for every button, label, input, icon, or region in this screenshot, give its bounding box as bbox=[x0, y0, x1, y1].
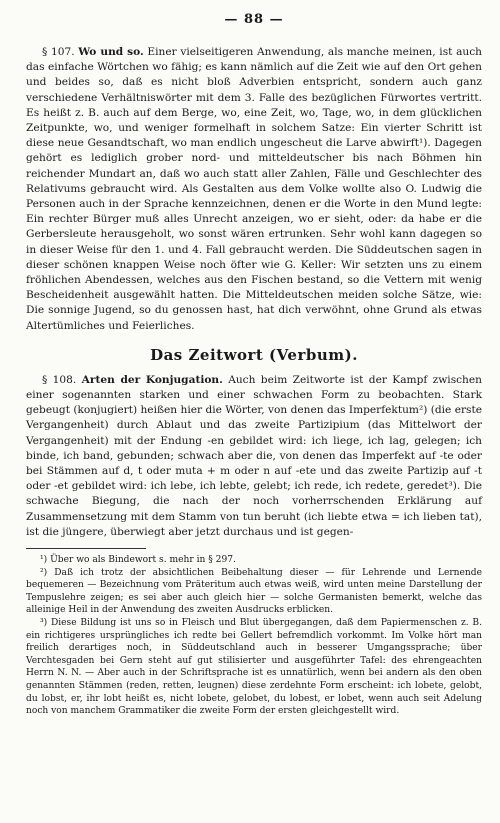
section-number-108: § 108. bbox=[42, 373, 77, 386]
footnote-3: ³) Diese Bildung ist uns so in Fleisch und Blut übergegangen, daß dem Papiermenschen z. B. ein richtigeres ursprüngliches ich redte bei Gellert befremdlich vorkommt. Im Volke hört man freilich derartiges noch, in Süddeutschland auch in besserer Umgangssprache; über Verchtesgaden bei Gern steht auf gut stilisierter und ausgeführter Tafel: des ehrengeachten Herrn N. N. — Aber auch in der Schriftsprache ist es unnatürlich, wenn bei andern als den oben genannten Stämmen (reden, retten, leugnen) diese zerdehnte Form erscheint: ich lobete, gelobt, du lobst, er, ihr lobt heißt es, nicht lobete, gelobet, du lobest, er lobet, wenn auch seit Adelung noch von manchem Grammatiker die zweite Form der ersten gleichgestellt wird. bbox=[26, 618, 482, 717]
footnote-divider bbox=[26, 548, 146, 549]
footnote-2: ²) Daß ich trotz der absichtlichen Beibehaltung dieser — für Lehrende und Lernende bequemeren — Bezeichnung vom Präteritum auch etwas weiß, wird unten meine Darstellung der Tempuslehre zeigen; es sei aber auch gleich hier — solche Germanisten bemerkt, welche das alleinige Heil in der Anwendung des zweiten Ausdrucks erblicken. bbox=[26, 567, 482, 616]
section-title-108: Arten der Konjugation. bbox=[81, 373, 223, 386]
paragraph-107-text: Einer vielseitigeren Anwendung, als manche meinen, ist auch das einfache Wörtchen wo fähig; es kann nämlich auf die Zeit wie auf den Ort gehen und beides so, daß es nicht bloß Adverbien entspricht, sondern auch ganz verschiedene Verhältniswörter mit dem 3. Falle des bezüglichen Fürwortes vertritt. Es heißt z. B. auch auf dem Berge, wo, eine Zeit, wo, Tage, wo, in dem glücklichen Zeitpunkte, wo, und weniger formelhaft in solchem Satze: Ein vierter Schritt ist diese neue Gesandtschaft, wo man endlich ungescheut die Larve abwirft¹). Dagegen gehört es lediglich grober nord- und mitteldeutscher bis nach Böhmen hin reichender Mundart an, daß wo auch statt aller Zahlen, Fälle und Geschlechter des Relativums gebraucht wird. Als Gestalten aus dem Volke wollte also O. Ludwig die Personen auch in der Sprache kennzeichnen, denen er die Worte in den Mund legte: Ein rechter Bürger muß alles Unrecht anzeigen, wo er sieht, oder: da habe er die Gerbersleute herausgeholt, wo sonst wären ertrunken. Sehr wohl kann dagegen so in dieser Weise für den 1. und 4. Fall gebraucht werden. Die Süddeutschen sagen in dieser schönen knappen Weise noch öfter wie G. Keller: Wir setzten uns zu einem fröhlichen Abendessen, welches aus den Fischen bestand, so die Vettern mit wenig Bescheidenheit ausgewählt hatten. Die Mitteldeutschen meiden solche Sätze, wie: Die sonnige Jugend, so du genossen hast, hat dich verwöhnt, ohne Grund als etwas Altertümliches und Feierliches. bbox=[26, 46, 482, 332]
paragraph-108 bbox=[26, 373, 482, 540]
section-title-107: Wo und so. bbox=[78, 46, 144, 58]
book-page bbox=[26, 12, 482, 718]
chapter-heading: Das Zeitwort (Verbum). bbox=[150, 345, 358, 364]
section-number-107: § 107. bbox=[42, 46, 75, 58]
paragraph-108-text: Auch beim Zeitworte ist der Kampf zwischen einer sogenannten starken und einer schwachen Form zu beobachten. Stark gebeugt (konjugiert) heißen hier die Wörter, von denen das Imperfektum²) (die erste Vergangenheit) durch Ablaut und das zweite Partizipium (das Mittelwort der Vergangenheit) mit der Endung -en gebildet wird: ich liege, ich lag, gelegen; ich binde, ich band, gebunden; schwach aber die, von denen das Imperfekt auf -te oder bei Stämmen auf d, t oder muta + m oder n auf -ete und das zweite Partizip auf -t oder -et gebildet wird: ich lebe, ich lebte, gelebt; ich rede, ich redete, geredet³). Die schwache Biegung, die nach der noch vorherrschenden Erklärung auf Zusammensetzung mit dem Stamm von tun beruht (ich liebte etwa = ich lieben tat), ist die jüngere, überwiegt aber jetzt durchaus und ist gegen- bbox=[26, 373, 482, 538]
paragraph-107 bbox=[26, 45, 482, 334]
footnote-1: ¹) Über wo als Bindewort s. mehr in § 297. bbox=[40, 555, 236, 566]
page-number: — 88 — bbox=[224, 12, 284, 27]
